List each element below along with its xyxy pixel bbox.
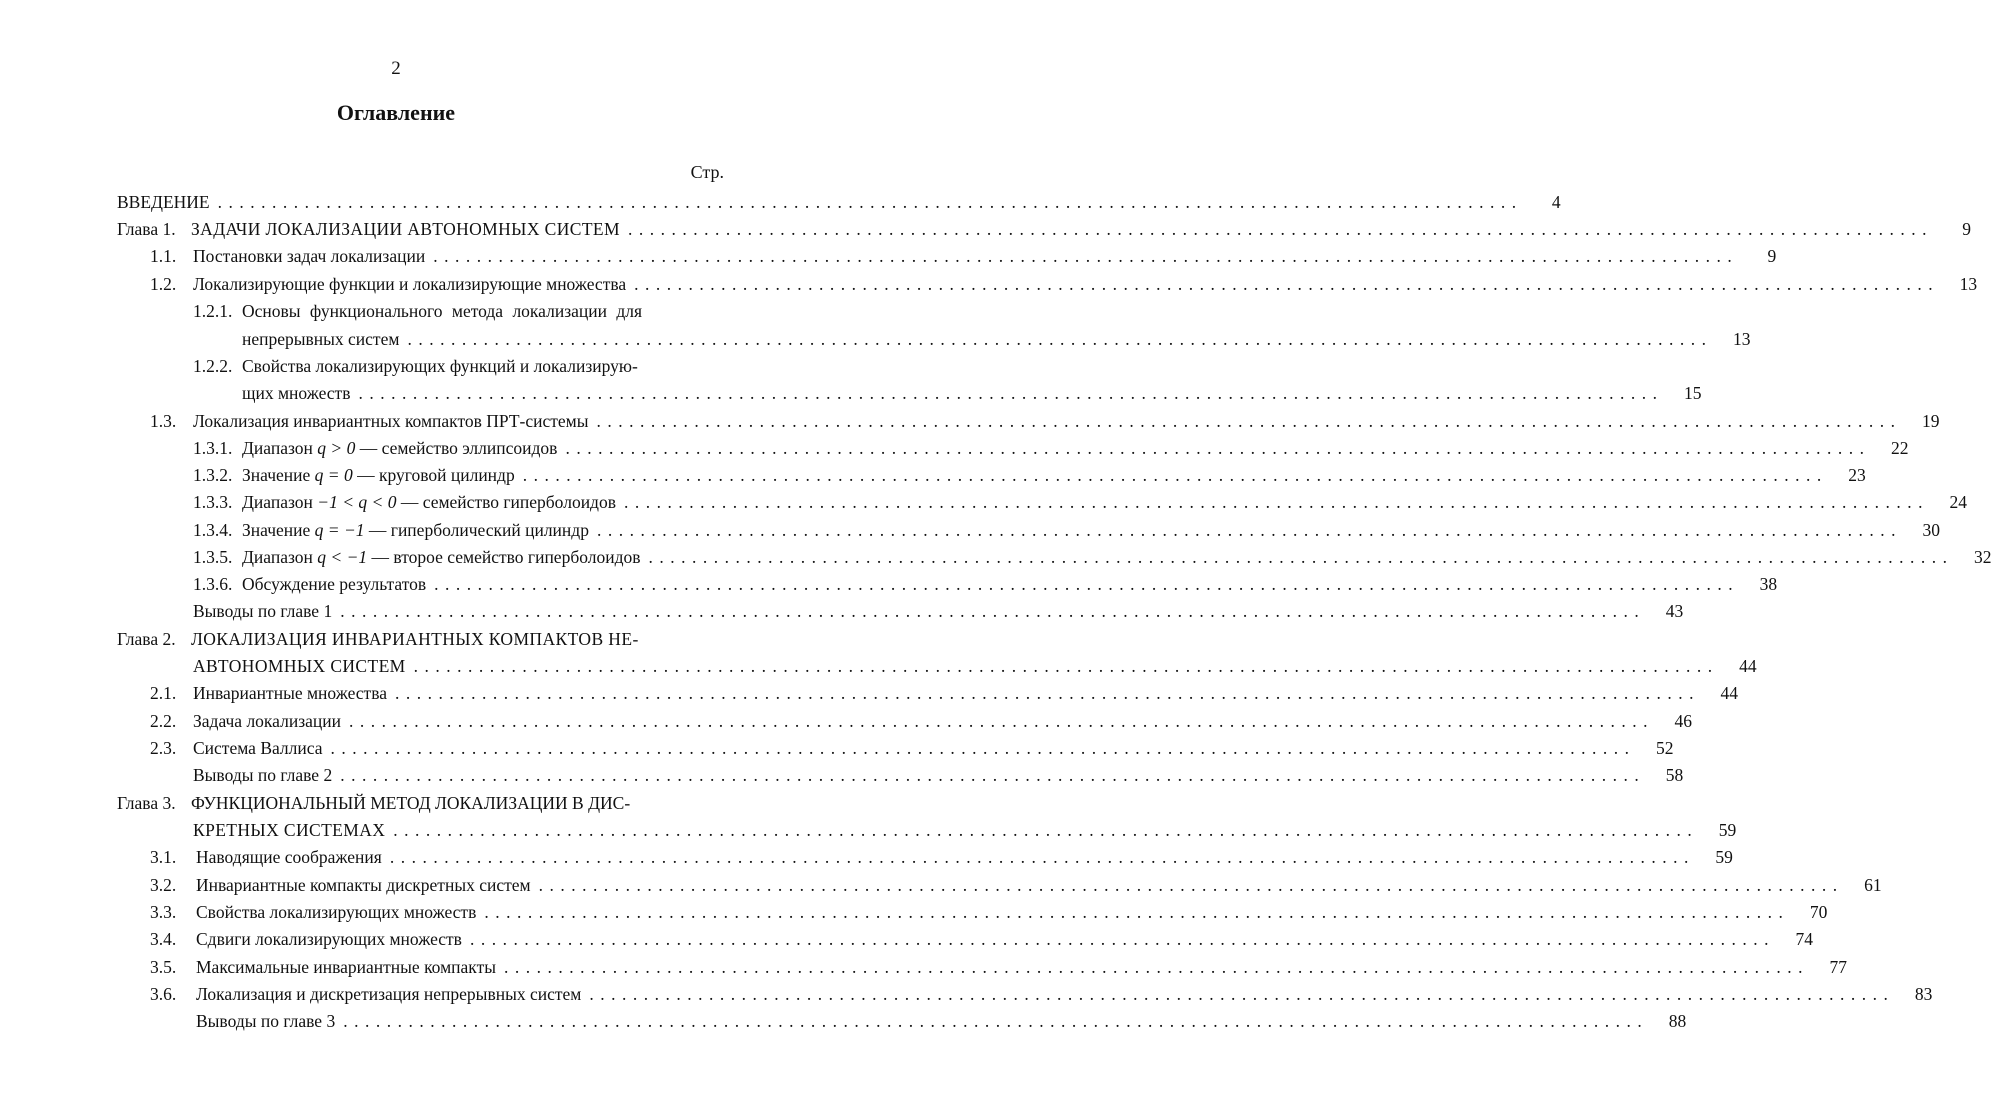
toc-entry-conclusions-2[interactable] xyxy=(193,761,1684,789)
toc-section-number: 3.5. xyxy=(150,957,177,977)
dot-leader: ........................................................................................................................ xyxy=(522,465,1828,485)
dot-leader: ........................................................................................................................ xyxy=(596,411,1902,431)
dot-leader: ........................................................................................................................ xyxy=(433,246,1739,266)
dot-leader: ........................................................................................................................ xyxy=(358,383,1664,403)
toc-page-number: 30 xyxy=(1922,520,1940,540)
dot-leader: ........................................................................................................................ xyxy=(217,192,1523,212)
toc-entry-1-2[interactable] xyxy=(150,270,1978,298)
toc-entry-2-2[interactable] xyxy=(150,707,1692,735)
dot-leader: ........................................................................................................................ xyxy=(565,438,1871,458)
toc-page-number: 44 xyxy=(1739,656,1757,676)
toc-section-number: 3.6. xyxy=(150,984,177,1004)
toc-page-number: 24 xyxy=(1949,492,1967,512)
toc-entry-text: Диапазон −1 < q < 0 — семейство гиперболоидов xyxy=(242,492,616,512)
toc-page-number: 13 xyxy=(1959,274,1978,294)
toc-page-number: 88 xyxy=(1668,1011,1687,1031)
dot-leader: ........................................................................................................................ xyxy=(395,683,1700,703)
toc-section-number: 1.3. xyxy=(150,411,177,431)
toc-entry-3-1[interactable] xyxy=(150,843,1733,871)
toc-section-number: 3.4. xyxy=(150,929,177,949)
toc-entry-text: Значение q = −1 — гиперболический цилиндр xyxy=(242,520,589,540)
dot-leader: ........................................................................................................................ xyxy=(589,984,1895,1004)
toc-subsection-number: 1.2.2. xyxy=(193,356,233,376)
toc-page-number: 83 xyxy=(1914,984,1933,1004)
math-expression: q = −1 xyxy=(314,520,365,540)
toc-entry-text: Диапазон q < −1 — второе семейство гиперболоидов xyxy=(242,547,641,567)
toc-entry-1-3-6[interactable] xyxy=(193,570,1778,598)
page-column-label: Стр. xyxy=(690,162,724,182)
toc-entry-conclusions-1[interactable] xyxy=(193,597,1684,625)
toc-entry-1-2-1-continued[interactable] xyxy=(242,325,1751,353)
toc-subsection-number: 1.3.4. xyxy=(193,520,233,540)
toc-entry-introduction[interactable] xyxy=(117,188,1561,216)
toc-page-number: 13 xyxy=(1732,329,1751,349)
dot-leader: ........................................................................................................................ xyxy=(538,875,1844,895)
toc-entry-text: ВВЕДЕНИЕ xyxy=(117,192,210,212)
toc-chapter-number: Глава 1. xyxy=(117,219,176,239)
dot-leader: ........................................................................................................................ xyxy=(434,574,1740,594)
toc-entry-text: Выводы по главе 2 xyxy=(193,765,333,785)
toc-page-number: 44 xyxy=(1720,683,1738,703)
toc-section-number: 2.2. xyxy=(150,711,177,731)
toc-page-number: 77 xyxy=(1829,957,1847,977)
toc-entry-1-2-2-continued[interactable] xyxy=(242,379,1702,407)
toc-entry-text: Свойства локализирующих множеств xyxy=(196,902,477,922)
toc-entry-3-6[interactable] xyxy=(150,980,1933,1008)
math-expression: q < −1 xyxy=(317,547,368,567)
toc-entry-text: Выводы по главе 3 xyxy=(196,1011,336,1031)
toc-entry-1-3-2[interactable] xyxy=(193,461,1866,489)
toc-page-number: 59 xyxy=(1715,847,1733,867)
dot-leader: ........................................................................................................................ xyxy=(596,520,1902,540)
toc-entry-text: Обсуждение результатов xyxy=(242,574,427,594)
dot-leader: ........................................................................................................................ xyxy=(340,601,1646,621)
toc-entry-3-4[interactable] xyxy=(150,925,1813,953)
toc-entry-1-2-2[interactable] xyxy=(193,352,686,380)
toc-entry-chapter-3[interactable] xyxy=(117,789,686,817)
toc-page-number: 19 xyxy=(1922,411,1940,431)
toc-entry-text: ФУНКЦИОНАЛЬНЫЙ МЕТОД ЛОКАЛИЗАЦИИ В ДИС- xyxy=(191,793,631,813)
toc-entry-chapter-2-continued[interactable] xyxy=(193,652,1757,680)
toc-page-number: 52 xyxy=(1656,738,1674,758)
dot-leader: ........................................................................................................................ xyxy=(389,847,1695,867)
toc-entry-text: Локализирующие функции и локализирующие множества xyxy=(193,274,627,294)
toc-entry-text: Постановки задач локализации xyxy=(193,246,426,266)
toc-entry-1-3-4[interactable] xyxy=(193,516,1940,544)
toc-page-number: 15 xyxy=(1683,383,1702,403)
dot-leader: ........................................................................................................................ xyxy=(348,711,1654,731)
toc-entry-text: Значение q = 0 — круговой цилиндр xyxy=(242,465,515,485)
toc-entry-text: ЛОКАЛИЗАЦИЯ ИНВАРИАНТНЫХ КОМПАКТОВ НЕ- xyxy=(191,629,639,649)
toc-entry-1-3-5[interactable] xyxy=(193,543,1992,571)
toc-entry-text: Диапазон q > 0 — семейство эллипсоидов xyxy=(242,438,558,458)
dot-leader: ........................................................................................................................ xyxy=(413,656,1719,676)
math-expression: −1 < q < 0 xyxy=(317,492,397,512)
toc-entry-text: Свойства локализирующих функций и локализирую- xyxy=(242,356,638,376)
page-number: 2 xyxy=(391,58,401,79)
dot-leader: ........................................................................................................................ xyxy=(469,929,1775,949)
toc-entry-text: Сдвиги локализирующих множеств xyxy=(196,929,462,949)
math-expression: q > 0 xyxy=(317,438,356,458)
dot-leader: ........................................................................................................................ xyxy=(623,492,1929,512)
toc-entry-3-2[interactable] xyxy=(150,871,1882,899)
toc-page-number: 9 xyxy=(1962,219,1971,239)
toc-entry-text: Задача локализации xyxy=(193,711,341,731)
toc-page-number: 70 xyxy=(1809,902,1828,922)
toc-page-number: 4 xyxy=(1551,192,1561,212)
toc-section-number: 2.3. xyxy=(150,738,177,758)
toc-subsection-number: 1.3.3. xyxy=(193,492,233,512)
toc-entry-chapter-3-continued[interactable] xyxy=(193,816,1737,844)
toc-entry-text: Локализация инвариантных компактов ПРТ-системы xyxy=(193,411,589,431)
toc-entry-1-3-3[interactable] xyxy=(193,488,1967,516)
toc-entry-text: Система Валлиса xyxy=(193,738,323,758)
toc-section-number: 3.3. xyxy=(150,902,177,922)
math-expression: q = 0 xyxy=(314,465,353,485)
toc-entry-text: КРЕТНЫХ СИСТЕМАХ xyxy=(193,820,386,840)
toc-section-number: 2.1. xyxy=(150,683,177,703)
dot-leader: ........................................................................................................................ xyxy=(484,902,1790,922)
toc-entry-3-5[interactable] xyxy=(150,953,1847,981)
dot-leader: ........................................................................................................................ xyxy=(407,329,1713,349)
dot-leader: ........................................................................................................................ xyxy=(627,219,1933,239)
toc-page-number: 46 xyxy=(1674,711,1692,731)
dot-leader: ........................................................................................................................ xyxy=(393,820,1699,840)
page-title: Оглавление xyxy=(336,100,456,125)
toc-entry-2-3[interactable] xyxy=(150,734,1674,762)
dot-leader: ........................................................................................................................ xyxy=(340,765,1646,785)
toc-entry-1-3-1[interactable] xyxy=(193,434,1909,462)
dot-leader: ........................................................................................................................ xyxy=(330,738,1636,758)
dot-leader: ........................................................................................................................ xyxy=(504,957,1809,977)
dot-leader: ........................................................................................................................ xyxy=(343,1011,1649,1031)
toc-entry-text: Максимальные инвариантные компакты xyxy=(196,957,496,977)
toc-chapter-number: Глава 3. xyxy=(117,793,176,813)
toc-entry-text: АВТОНОМНЫХ СИСТЕМ xyxy=(193,656,406,676)
toc-page-number: 22 xyxy=(1890,438,1909,458)
toc-section-number: 3.2. xyxy=(150,875,177,895)
toc-entry-conclusions-3[interactable] xyxy=(196,1007,1687,1035)
dot-leader: ........................................................................................................................ xyxy=(648,547,1954,567)
toc-entry-text: ЗАДАЧИ ЛОКАЛИЗАЦИИ АВТОНОМНЫХ СИСТЕМ xyxy=(191,219,620,239)
toc-page-number: 23 xyxy=(1848,465,1866,485)
toc-entry-text: непрерывных систем xyxy=(242,329,400,349)
toc-entry-text: Инвариантные множества xyxy=(193,683,387,703)
toc-entry-1-3[interactable] xyxy=(150,407,1940,435)
toc-entry-chapter-2[interactable] xyxy=(117,625,686,653)
toc-section-number: 3.1. xyxy=(150,847,177,867)
toc-page-number: 9 xyxy=(1767,246,1777,266)
toc-entry-1-1[interactable] xyxy=(150,242,1777,270)
toc-page-number: 43 xyxy=(1665,601,1684,621)
toc-entry-2-1[interactable] xyxy=(150,679,1738,707)
toc-section-number: 1.2. xyxy=(150,274,177,294)
toc-entry-1-2-1[interactable] xyxy=(193,297,686,325)
toc-subsection-number: 1.3.6. xyxy=(193,574,233,594)
dot-leader: ........................................................................................................................ xyxy=(634,274,1940,294)
toc-entry-chapter-1[interactable] xyxy=(117,215,1971,243)
toc-entry-text: Выводы по главе 1 xyxy=(193,601,333,621)
toc-subsection-number: 1.2.1. xyxy=(193,301,233,321)
toc-page-number: 74 xyxy=(1795,929,1813,949)
toc-section-number: 1.1. xyxy=(150,246,177,266)
toc-entry-text: щих множеств xyxy=(242,383,351,403)
toc-page-number: 59 xyxy=(1718,820,1737,840)
toc-entry-text: Наводящие соображения xyxy=(196,847,382,867)
toc-page-number: 58 xyxy=(1665,765,1684,785)
toc-entry-text: Основы функционального метода локализации для xyxy=(242,301,643,321)
toc-entry-text: Локализация и дискретизация непрерывных систем xyxy=(196,984,582,1004)
toc-chapter-number: Глава 2. xyxy=(117,629,176,649)
toc-page-number: 61 xyxy=(1864,875,1882,895)
toc-subsection-number: 1.3.1. xyxy=(193,438,233,458)
toc-entry-3-3[interactable] xyxy=(150,898,1828,926)
toc-page-number: 38 xyxy=(1759,574,1778,594)
toc-subsection-number: 1.3.5. xyxy=(193,547,233,567)
toc-subsection-number: 1.3.2. xyxy=(193,465,233,485)
toc-page-number: 32 xyxy=(1974,547,1992,567)
toc-entry-text: Инвариантные компакты дискретных систем xyxy=(196,875,531,895)
